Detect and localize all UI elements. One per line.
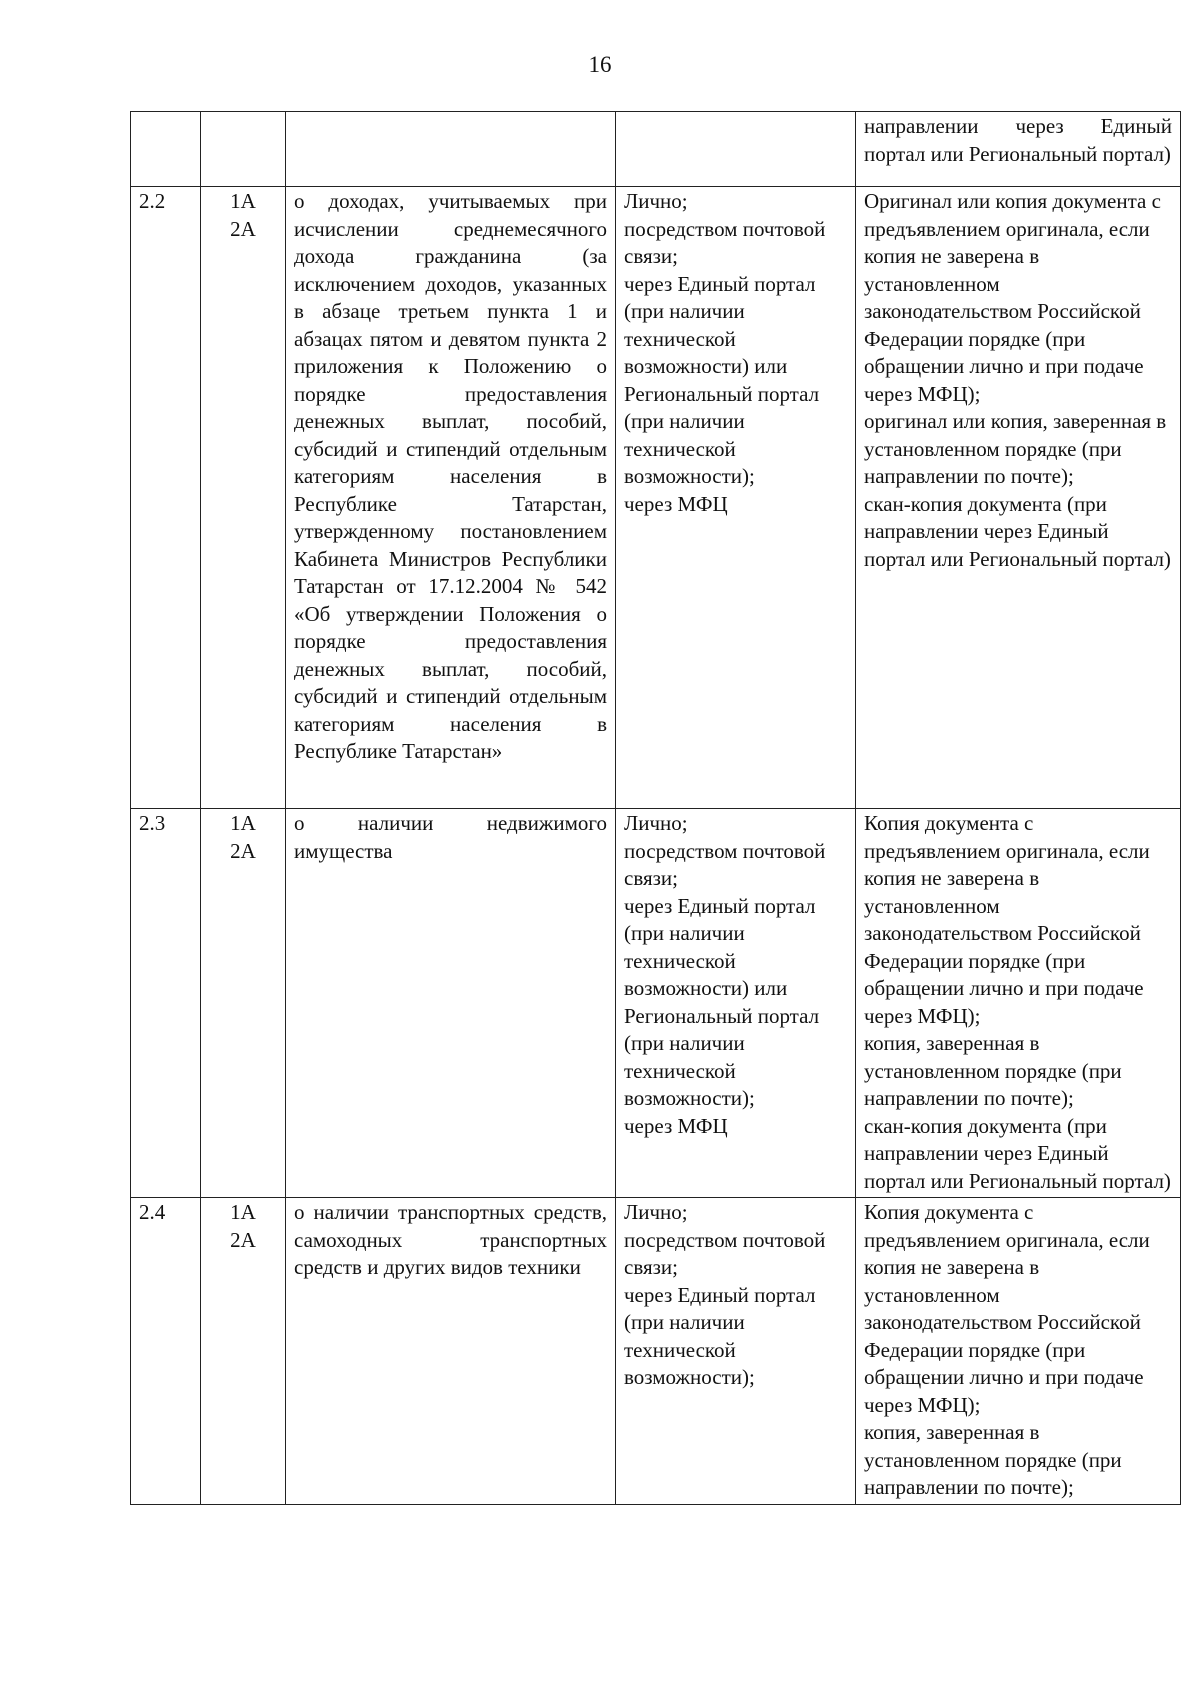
row-document: Копия документа с предъявлением оригинала, если копия не заверена в установленном законодательством Российской Федерации порядке (при обращении лично и при подаче через МФЦ); копия, заверенная в установленном порядке (при направлении по почте); скан-копия документа (при направлении через Единый портал или Региональный портал) [856,809,1181,1198]
table-row [131,187,1181,809]
table-row [131,809,1181,1198]
row-document: Копия документа с предъявлением оригинала, если копия не заверена в установленном законодательством Российской Федерации порядке (при обращении лично и при подаче через МФЦ); копия, заверенная в установленном порядке (при направлении по почте); [856,1198,1181,1505]
row-number: 2.3 [131,809,201,1198]
row-info: о наличии недвижимого имущества [286,809,616,1198]
row-info [286,112,616,187]
row-number: 2.4 [131,1198,201,1505]
table-row [131,112,1181,187]
row-method: Лично; посредством почтовой связи; через Единый портал (при наличии технической возможности) или Региональный портал (при наличии технической возможности); через МФЦ [616,809,856,1198]
row-document: Оригинал или копия документа с предъявлением оригинала, если копия не заверена в установленном законодательством Российской Федерации порядке (при обращении лично и при подаче через МФЦ); оригинал или копия, заверенная в установленном порядке (при направлении по почте); скан-копия документа (при направлении через Единый портал или Региональный портал) [856,187,1181,809]
row-method: Лично; посредством почтовой связи; через Единый портал (при наличии технической возможности); [616,1198,856,1505]
row-codes [201,112,286,187]
row-codes: 1А 2А [201,809,286,1198]
row-method: Лично; посредством почтовой связи; через Единый портал (при наличии технической возможности) или Региональный портал (при наличии технической возможности); через МФЦ [616,187,856,809]
row-codes: 1А 2А [201,1198,286,1505]
table-row [131,1198,1181,1505]
row-info: о доходах, учитываемых при исчислении среднемесячного дохода гражданина (за исключением доходов, указанных в абзаце третьем пункта 1 и абзацах пятом и девятом пункта 2 приложения к Положению о порядке предоставления денежных выплат, пособий, субсидий и стипендий отдельным категориям населения в Республике Татарстан, утвержденному постановлением Кабинета Министров Республики Татарстан от 17.12.2004 № 542 «Об утверждении Положения о порядке предоставления денежных выплат, пособий, субсидий и стипендий отдельным категориям населения в Республике Татарстан» [286,187,616,809]
row-method [616,112,856,187]
documents-table [130,111,1181,1505]
row-number [131,112,201,187]
row-document: направлении через Единый портал или Региональный портал) [856,112,1181,187]
row-number: 2.2 [131,187,201,809]
row-info: о наличии транспортных средств, самоходных транспортных средств и других видов техники [286,1198,616,1505]
row-codes: 1А 2А [201,187,286,809]
page-number: 16 [588,52,612,77]
